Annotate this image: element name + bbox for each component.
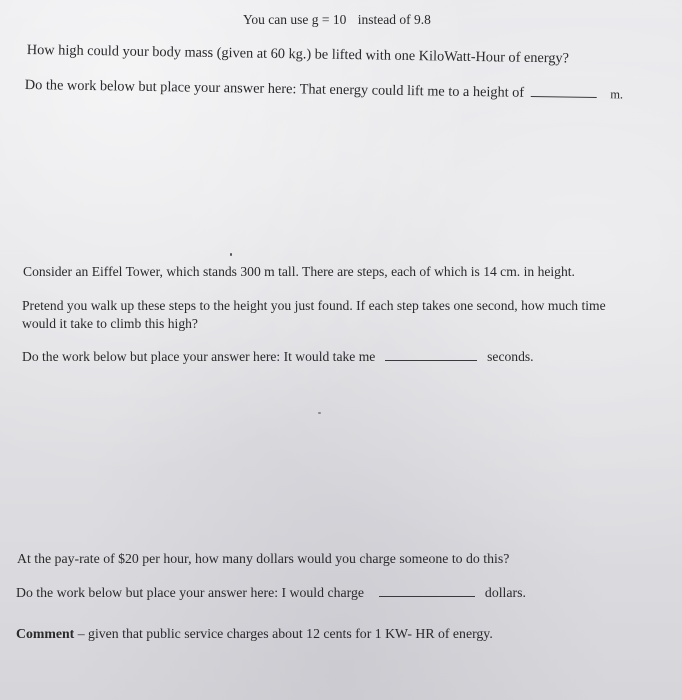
g-note-suffix: instead of 9.8 bbox=[357, 12, 431, 27]
comment-text: – given that public service charges about 12 cents for 1 KW- HR of energy. bbox=[74, 626, 493, 641]
q1-unit: m. bbox=[610, 87, 624, 102]
comment-label: Comment bbox=[16, 626, 75, 641]
q2-question-line1: Pretend you walk up these steps to the height you just found. If each step takes one second, how much time bbox=[22, 298, 606, 313]
comment-line bbox=[16, 625, 493, 642]
q3-question: At the pay-rate of $20 per hour, how many dollars would you charge someone to do this? bbox=[17, 551, 510, 566]
g-value-note bbox=[243, 11, 431, 28]
q2-question-line2: would it take to climb this high? bbox=[22, 316, 198, 331]
q2-context: Consider an Eiffel Tower, which stands 300 m tall. There are steps, each of which is 14 cm. in height. bbox=[23, 264, 575, 279]
g-note-prefix: You can use g = 10 bbox=[243, 12, 347, 27]
q2-answer-prompt: Do the work below but place your answer here: It would take me bbox=[22, 349, 376, 364]
q2-answer-blank[interactable] bbox=[385, 348, 477, 361]
q2-answer-line bbox=[22, 348, 534, 365]
q2-unit: seconds. bbox=[487, 349, 534, 364]
paper-mark bbox=[230, 253, 232, 256]
q1-answer-prompt: Do the work below but place your answer here: That energy could lift me to a height of bbox=[24, 76, 525, 101]
q3-unit: dollars. bbox=[484, 585, 526, 600]
q1-answer-line bbox=[25, 76, 624, 103]
q3-answer-blank[interactable] bbox=[379, 584, 475, 597]
paper-mark bbox=[318, 412, 321, 414]
q1-question: How high could your body mass (given at 60 kg.) be lifted with one KiloWatt-Hour of energy? bbox=[26, 42, 570, 67]
q3-answer-prompt: Do the work below but place your answer here: I would charge bbox=[16, 585, 365, 600]
q3-answer-line bbox=[16, 584, 526, 601]
q1-answer-blank[interactable] bbox=[531, 84, 597, 98]
